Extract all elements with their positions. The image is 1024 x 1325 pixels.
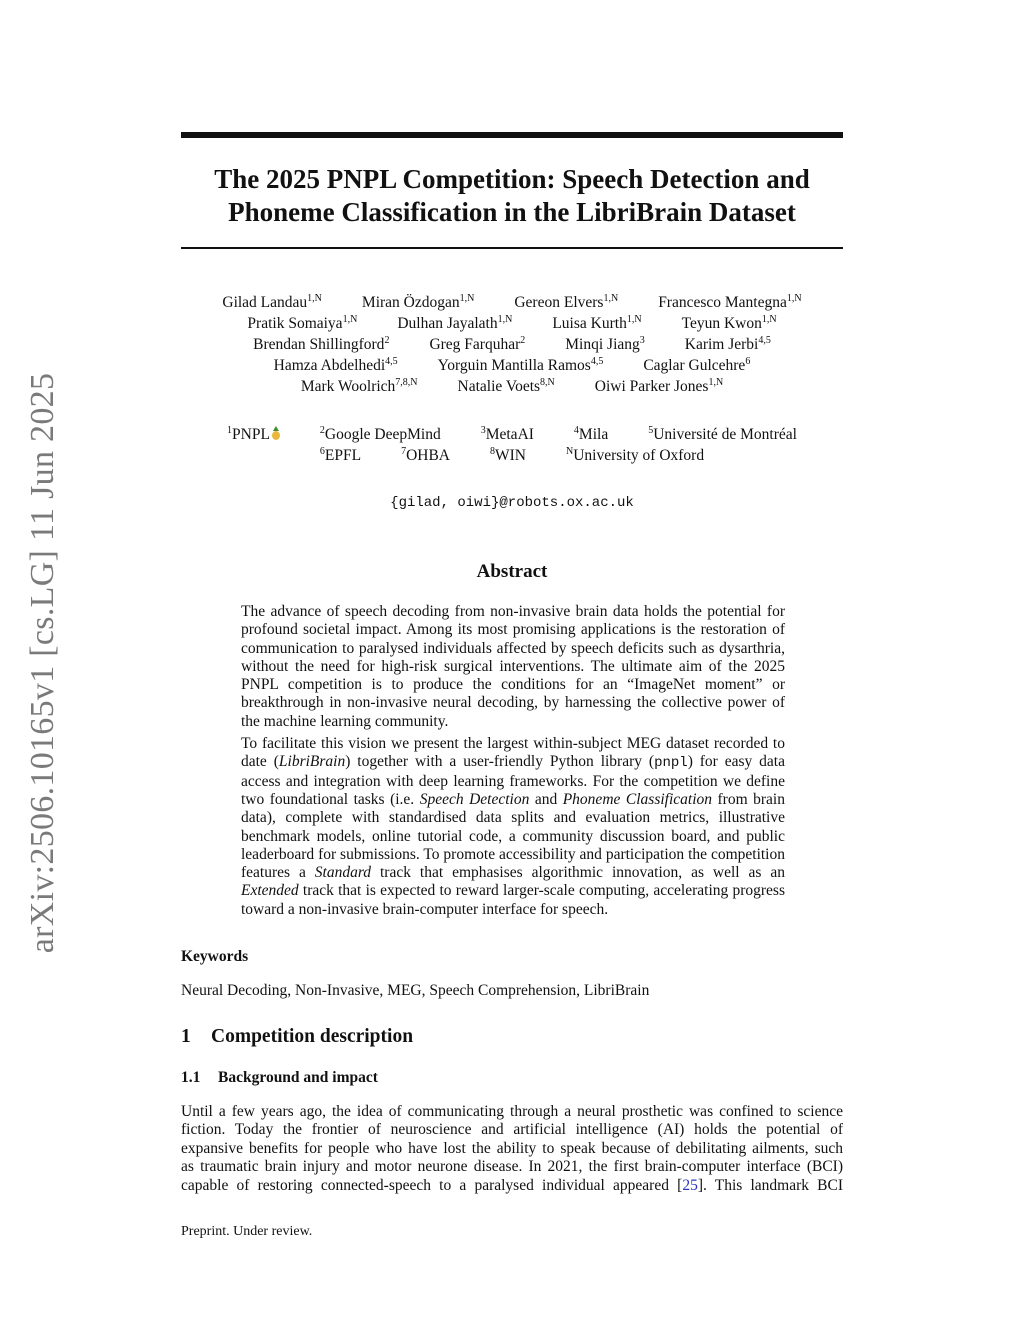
author-name: Gereon Elvers$^{1,N}$ <box>514 292 619 311</box>
author-row <box>181 313 843 334</box>
author-affiliation-marker: 4,5 <box>590 355 604 367</box>
section-title: Competition description <box>211 1026 414 1047</box>
title-bottom-rule <box>181 247 843 249</box>
body-paragraph <box>181 1103 843 1195</box>
author-name: Miran Özdogan$^{1,N}$ <box>361 292 475 311</box>
track-standard: Standard <box>314 864 372 882</box>
title-line: The 2025 PNPL Competition: Speech Detection and <box>214 164 810 194</box>
author-affiliation-marker: 1,N <box>603 292 619 304</box>
author-affiliation-marker: 1,N <box>786 292 802 304</box>
contact-email[interactable]: {gilad, oiwi}@robots.ox.ac.uk <box>390 495 634 511</box>
author-name: Natalie Voets$^{8,N}$ <box>457 376 555 395</box>
author-row <box>181 355 843 376</box>
task-speech-detection: Speech Detection <box>419 790 530 808</box>
affiliation: $^5$Université de Montréal <box>648 424 797 443</box>
author-name: Greg Farquhar$^2$ <box>429 334 526 353</box>
author-affiliation-marker: 7,8,N <box>395 376 418 388</box>
affiliation: $^8$WIN <box>490 445 526 464</box>
pineapple-icon <box>271 428 280 440</box>
author-name: Luisa Kurth$^{1,N}$ <box>552 313 642 332</box>
title-line: Phoneme Classification in the LibriBrain Dataset <box>228 197 796 227</box>
affiliation: $^N$University of Oxford <box>566 445 705 464</box>
author-affiliation-marker: 1,N <box>459 292 475 304</box>
abstract-body <box>241 603 785 923</box>
author-affiliation-marker: 1,N <box>708 376 724 388</box>
subsection-title: Background and impact <box>218 1069 378 1086</box>
citation-link[interactable]: 25 <box>682 1176 698 1194</box>
dataset-name: LibriBrain <box>278 753 346 771</box>
author-name: Minqi Jiang$^3$ <box>565 334 645 353</box>
author-name: Hamza Abdelhedi$^{4,5}$ <box>273 355 398 374</box>
keywords-text: Neural Decoding, Non-Invasive, MEG, Speech Comprehension, LibriBrain <box>181 982 650 999</box>
author-affiliation-marker: 1,N <box>761 313 777 325</box>
author-name: Gilad Landau$^{1,N}$ <box>222 292 322 311</box>
affiliation: $^6$EPFL <box>319 445 362 464</box>
author-affiliation-marker: 4,5 <box>758 334 771 346</box>
body-line: as traumatic brain injury and motor neurone disease. In 2021, the first brain-computer interface (BCI) <box>181 1158 843 1176</box>
abstract-paragraph: The advance of speech decoding from non-invasive brain data holds the potential for profound societal impact. Among its most promising applications is the restoration of communication to paralysed individuals affected by speech deficits such as dysarthria, without the need for high-risk surgical interventions. The ultimate aim of the 2025 PNPL competition is to produce the conditions for an “ImageNet moment” or breakthrough in non-invasive neural decoding, by harnessing the collective power of the machine learning community. <box>241 603 785 730</box>
body-line: expansive benefits for people who have lost the ability to speak because of debilitating ailments, such <box>181 1139 843 1157</box>
body-line: capable of restoring connected-speech to a paralysed individual appeared [25]. This landmark BCI <box>181 1176 844 1194</box>
author-name: Mark Woolrich$^{7,8,N}$ <box>300 376 418 395</box>
author-affiliation-marker: 2 <box>384 334 390 346</box>
author-affiliation-marker: 1,N <box>307 292 322 304</box>
section-number: 1 <box>181 1026 191 1047</box>
body-line: Until a few years ago, the idea of communicating through a neural prosthetic was confined to science <box>181 1103 843 1120</box>
author-name: Brendan Shillingford$^2$ <box>253 334 390 353</box>
author-name: Pratik Somaiya$^{1,N}$ <box>247 313 358 332</box>
author-affiliation-marker: 1,N <box>626 313 642 325</box>
footer-note: Preprint. Under review. <box>181 1224 313 1239</box>
author-affiliation-marker: 1,N <box>497 313 513 325</box>
author-name: Karim Jerbi$^{4,5}$ <box>684 334 771 353</box>
author-affiliation-marker: 8,N <box>540 376 555 388</box>
section-heading <box>181 1026 413 1048</box>
affiliation-row <box>181 445 843 466</box>
author-list <box>181 292 843 397</box>
task-phoneme-classification: Phoneme Classification <box>562 790 713 808</box>
abstract-heading: Abstract <box>476 561 548 582</box>
subsection-number: 1.1 <box>181 1069 201 1086</box>
author-row <box>181 334 843 355</box>
author-name: Francesco Mantegna$^{1,N}$ <box>658 292 802 311</box>
author-name: Yorguin Mantilla Ramos$^{4,5}$ <box>437 355 604 374</box>
arxiv-stamp-text: arXiv:2506.10165v1 [cs.LG] 11 Jun 2025 <box>24 372 61 954</box>
affiliation: $^3$MetaAI <box>480 424 534 443</box>
affiliation: $^4$Mila <box>573 424 609 443</box>
body-line: fiction. Today the frontier of neuroscience and artificial intelligence (AI) holds the potential of <box>181 1121 843 1139</box>
author-affiliation-marker: 2 <box>520 334 526 346</box>
author-name: Dulhan Jayalath$^{1,N}$ <box>397 313 513 332</box>
title-top-rule <box>181 132 843 138</box>
author-affiliation-marker: 1,N <box>342 313 358 325</box>
library-name: pnpl <box>654 755 688 772</box>
author-affiliation-marker: 3 <box>639 334 645 346</box>
author-row <box>181 292 843 313</box>
author-row <box>181 376 843 397</box>
track-extended: Extended <box>241 882 299 900</box>
keywords-heading: Keywords <box>181 948 249 965</box>
abstract-paragraph: To facilitate this vision we present the largest within-subject MEG dataset recorded to date (LibriBrain) together with a user-friendly Python library (pnpl) for easy data access and integration with deep learning frameworks. For the competition we define two foundational tasks (i.e. Speech Detection and Phoneme Classification from brain data), complete with standardised data splits and evaluation metrics, illustrative benchmark models, online tutorial code, a community discussion board, and public leaderboard for submissions. To promote accessibility and participation the competition features a Standard track that emphasises algorithmic innovation, as well as an Extended track that is expected to reward larger-scale computing, accelerating progress toward a non-invasive brain-computer interface for speech. <box>241 735 785 918</box>
paper-title <box>181 163 843 229</box>
author-name: Caglar Gulcehre$^6$ <box>643 355 751 374</box>
author-name: Teyun Kwon$^{1,N}$ <box>681 313 777 332</box>
affiliation: $^1$PNPL <box>227 424 280 445</box>
affiliation-row <box>181 424 843 445</box>
author-affiliation-marker: 6 <box>745 355 751 367</box>
subsection-heading <box>181 1069 378 1087</box>
affiliation: $^7$OHBA <box>401 445 450 464</box>
affiliation: $^2$Google DeepMind <box>319 424 441 443</box>
author-affiliation-marker: 4,5 <box>385 355 398 367</box>
affiliation-list <box>181 424 843 466</box>
author-name: Oiwi Parker Jones$^{1,N}$ <box>594 376 724 395</box>
